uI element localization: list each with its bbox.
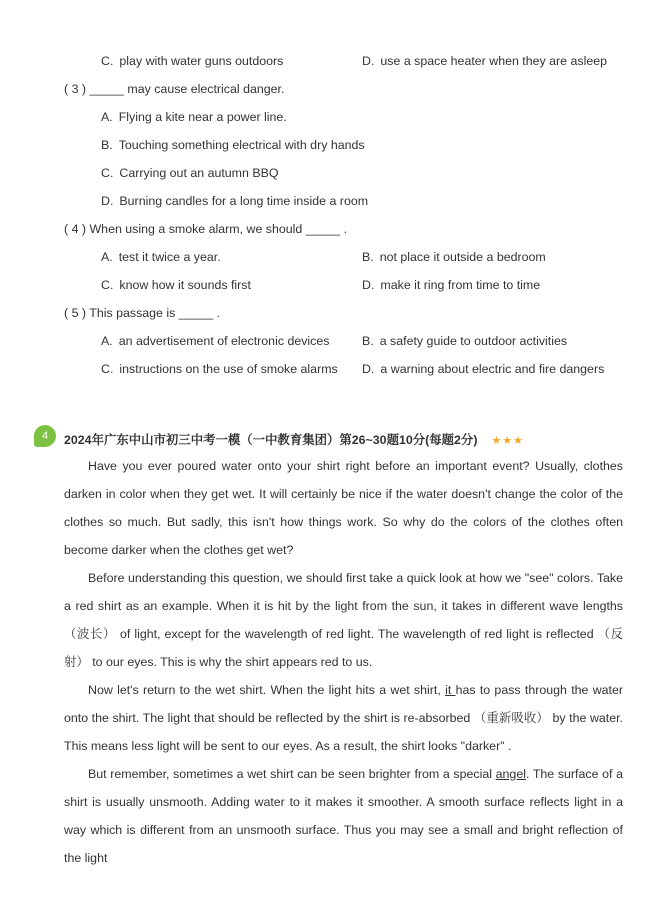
passage-paragraph-1	[64, 452, 623, 564]
question-number: ( 5 )	[64, 306, 87, 320]
q5-stem	[64, 305, 220, 321]
paragraph-text-end: . The surface of a shirt is usually unsmooth. Adding water to it makes it smoother. A smooth surface reflects light in a way which is different from an unsmooth surface. Thus you may see a small and bright reflection of the light	[64, 767, 623, 865]
q2-option-c	[101, 53, 283, 69]
q4-option-a	[101, 249, 221, 265]
question-number: ( 4 )	[64, 222, 87, 236]
q5-option-d	[362, 361, 604, 377]
section-heading	[64, 430, 524, 448]
option-letter: C.	[101, 362, 114, 376]
option-text: Touching something electrical with dry hands	[118, 138, 365, 152]
paragraph-text-end: has to pass through the water onto the shirt. The light that should be reflected by the shirt is re-absorbed （重新吸收） by the water. This means less light will be sent to our eyes. As a result, the shirt looks "darker" .	[64, 683, 624, 753]
underlined-word: angel	[495, 767, 526, 781]
option-text: an advertisement of electronic devices	[118, 334, 330, 348]
option-text: make it ring from time to time	[380, 278, 541, 292]
option-text: a safety guide to outdoor activities	[379, 334, 568, 348]
passage-paragraph-4	[64, 760, 623, 872]
question-text: This passage is _____ .	[89, 306, 221, 320]
option-text: Carrying out an autumn BBQ	[119, 166, 279, 180]
difficulty-stars: ★★★	[491, 435, 525, 447]
option-letter: D.	[362, 54, 375, 68]
question-number: ( 3 )	[64, 82, 87, 96]
option-text: Burning candles for a long time inside a room	[119, 194, 369, 208]
passage-paragraph-2	[64, 564, 623, 676]
option-letter: C.	[101, 166, 114, 180]
option-letter: A.	[101, 110, 113, 124]
underlined-word: it	[445, 683, 456, 697]
option-letter: D.	[101, 194, 114, 208]
option-letter: C.	[101, 54, 114, 68]
option-letter: B.	[362, 250, 374, 264]
question-text: _____ may cause electrical danger.	[89, 82, 285, 96]
option-text: test it twice a year.	[118, 250, 221, 264]
q3-stem	[64, 81, 284, 97]
option-text: play with water guns outdoors	[119, 54, 284, 68]
option-text: use a space heater when they are asleep	[380, 54, 608, 68]
passage-paragraph-3	[64, 676, 623, 760]
option-letter: C.	[101, 278, 114, 292]
q4-option-c	[101, 277, 251, 293]
question-number-badge: 4	[34, 425, 56, 447]
option-text: know how it sounds first	[119, 278, 251, 292]
q3-option-b	[101, 137, 365, 153]
q4-option-d	[362, 277, 540, 293]
paragraph-text: Before understanding this question, we should first take a quick look at how we "see" colors. Take a red shirt as an example. When it is hit by the light from the sun, it takes in different wave lengths （波长） of light, except for the wavelength of red light. The wavelength of red light is reflected （反射） to our eyes. This is why the shirt appears red to us.	[64, 571, 623, 669]
q2-option-d	[362, 53, 607, 69]
q5-option-c	[101, 361, 338, 377]
option-text: instructions on the use of smoke alarms	[119, 362, 338, 376]
option-letter: D.	[362, 278, 375, 292]
q3-option-a	[101, 109, 287, 125]
option-letter: A.	[101, 250, 113, 264]
q5-option-b	[362, 333, 567, 349]
option-letter: B.	[101, 138, 113, 152]
option-text: Flying a kite near a power line.	[118, 110, 287, 124]
q4-stem	[64, 221, 347, 237]
option-text: not place it outside a bedroom	[379, 250, 546, 264]
q3-option-d	[101, 193, 368, 209]
option-letter: A.	[101, 334, 113, 348]
option-letter: D.	[362, 362, 375, 376]
section-title: 2024年广东中山市初三中考一模（一中教育集团）第26~30题10分(每题2分)	[64, 433, 478, 447]
paragraph-text-start: Now let's return to the wet shirt. When the light hits a wet shirt,	[88, 683, 446, 697]
paragraph-text: Have you ever poured water onto your shirt right before an important event? Usually, clothes darken in color when they get wet. It will certainly be nice if the water doesn't change the color of the clothes so much. But sadly, this isn't how things work. So why do the colors of the clothes often become darker when the clothes get wet?	[64, 459, 623, 557]
q4-option-b	[362, 249, 546, 265]
option-text: a warning about electric and fire dangers	[380, 362, 605, 376]
paragraph-text-start: But remember, sometimes a wet shirt can be seen brighter from a special	[88, 767, 496, 781]
q3-option-c	[101, 165, 279, 181]
question-text: When using a smoke alarm, we should _____ .	[89, 222, 348, 236]
q5-option-a	[101, 333, 329, 349]
option-letter: B.	[362, 334, 374, 348]
